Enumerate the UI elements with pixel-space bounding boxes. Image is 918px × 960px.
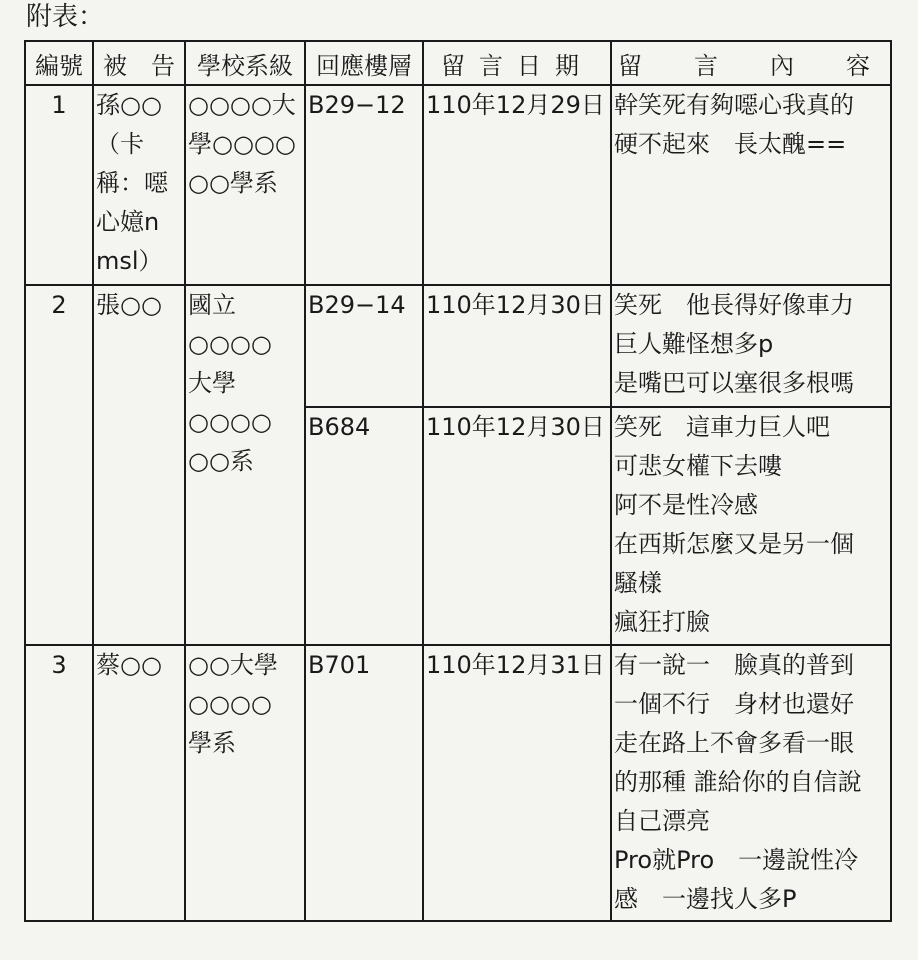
content-line: 巨人難怪想多p [614,330,774,358]
content-line: 走在路上不會多看一眼 [614,729,854,757]
row-number: 2 [25,285,93,645]
content-line: 的那種 誰給你的自信說 [614,768,862,796]
header-date: 留言日期 [423,41,611,85]
floor-cell: B701 [305,645,423,921]
content-line: 感 一邊找人多P [614,885,797,913]
content-cell [611,285,891,407]
school-line: 大學 [188,369,236,397]
appendix-title: 附表： [26,2,105,32]
content-line: 笑死 他長得好像車力 [614,291,854,319]
content-line: 可悲女權下去嘍 [614,452,782,480]
content-line: 是嘴巴可以塞很多根嗎 [614,369,854,397]
content-line: 一個不行 身材也還好 [614,690,854,718]
content-cell [611,85,891,285]
school-cell [185,645,305,921]
defendant-cell [93,645,185,921]
header-school: 學校系級 [185,41,305,85]
header-number: 編號 [25,41,93,85]
school-name: ○○○○大學○○○○○○學系 [188,91,296,197]
content-cell [611,407,891,645]
floor-cell: B29−14 [305,285,423,407]
floor-cell: B29−12 [305,85,423,285]
content-line: 騷樣 [614,569,662,597]
appendix-table [24,40,892,922]
school-line: 國立 [188,291,236,319]
date-cell: 110年12月31日 [423,645,611,921]
content-line: 自己漂亮 [614,807,710,835]
defendant-name: 張○○ [96,291,162,319]
table-row [25,85,891,285]
school-line: ○○大學 [188,651,278,679]
row-number: 3 [25,645,93,921]
defendant-cell [93,285,185,645]
school-cell [185,285,305,645]
table-row [25,645,891,921]
table-header-row [25,41,891,85]
school-line: ○○○○ [188,690,272,718]
content-line: 有一說一 臉真的普到 [614,651,854,679]
content-line: 笑死 這車力巨人吧 [614,413,830,441]
content-cell [611,645,891,921]
date-cell: 110年12月30日 [423,407,611,645]
content-line: Pro就Pro 一邊說性冷 [614,846,859,874]
header-content: 留 言 內 容 [611,41,891,85]
school-line: 學系 [188,729,236,757]
row-number: 1 [25,85,93,285]
content-line: 硬不起來 長太醜== [614,130,847,158]
header-floor: 回應樓層 [305,41,423,85]
defendant-cell [93,85,185,285]
defendant-name: 蔡○○ [96,651,162,679]
content-line: 阿不是性冷感 [614,491,758,519]
defendant-name: 孫○○（卡稱：噁心嬑nmsl） [96,91,168,275]
date-cell: 110年12月29日 [423,85,611,285]
date-cell: 110年12月30日 [423,285,611,407]
table-row [25,285,891,407]
floor-cell: B684 [305,407,423,645]
school-line: ○○○○ [188,408,272,436]
school-line: ○○○○ [188,330,272,358]
school-line: ○○系 [188,447,254,475]
content-line: 幹笑死有夠噁心我真的 [614,91,854,119]
school-cell [185,85,305,285]
header-defendant: 被 告 [93,41,185,85]
content-line: 瘋狂打臉 [614,608,710,636]
content-line: 在西斯怎麼又是另一個 [614,530,854,558]
